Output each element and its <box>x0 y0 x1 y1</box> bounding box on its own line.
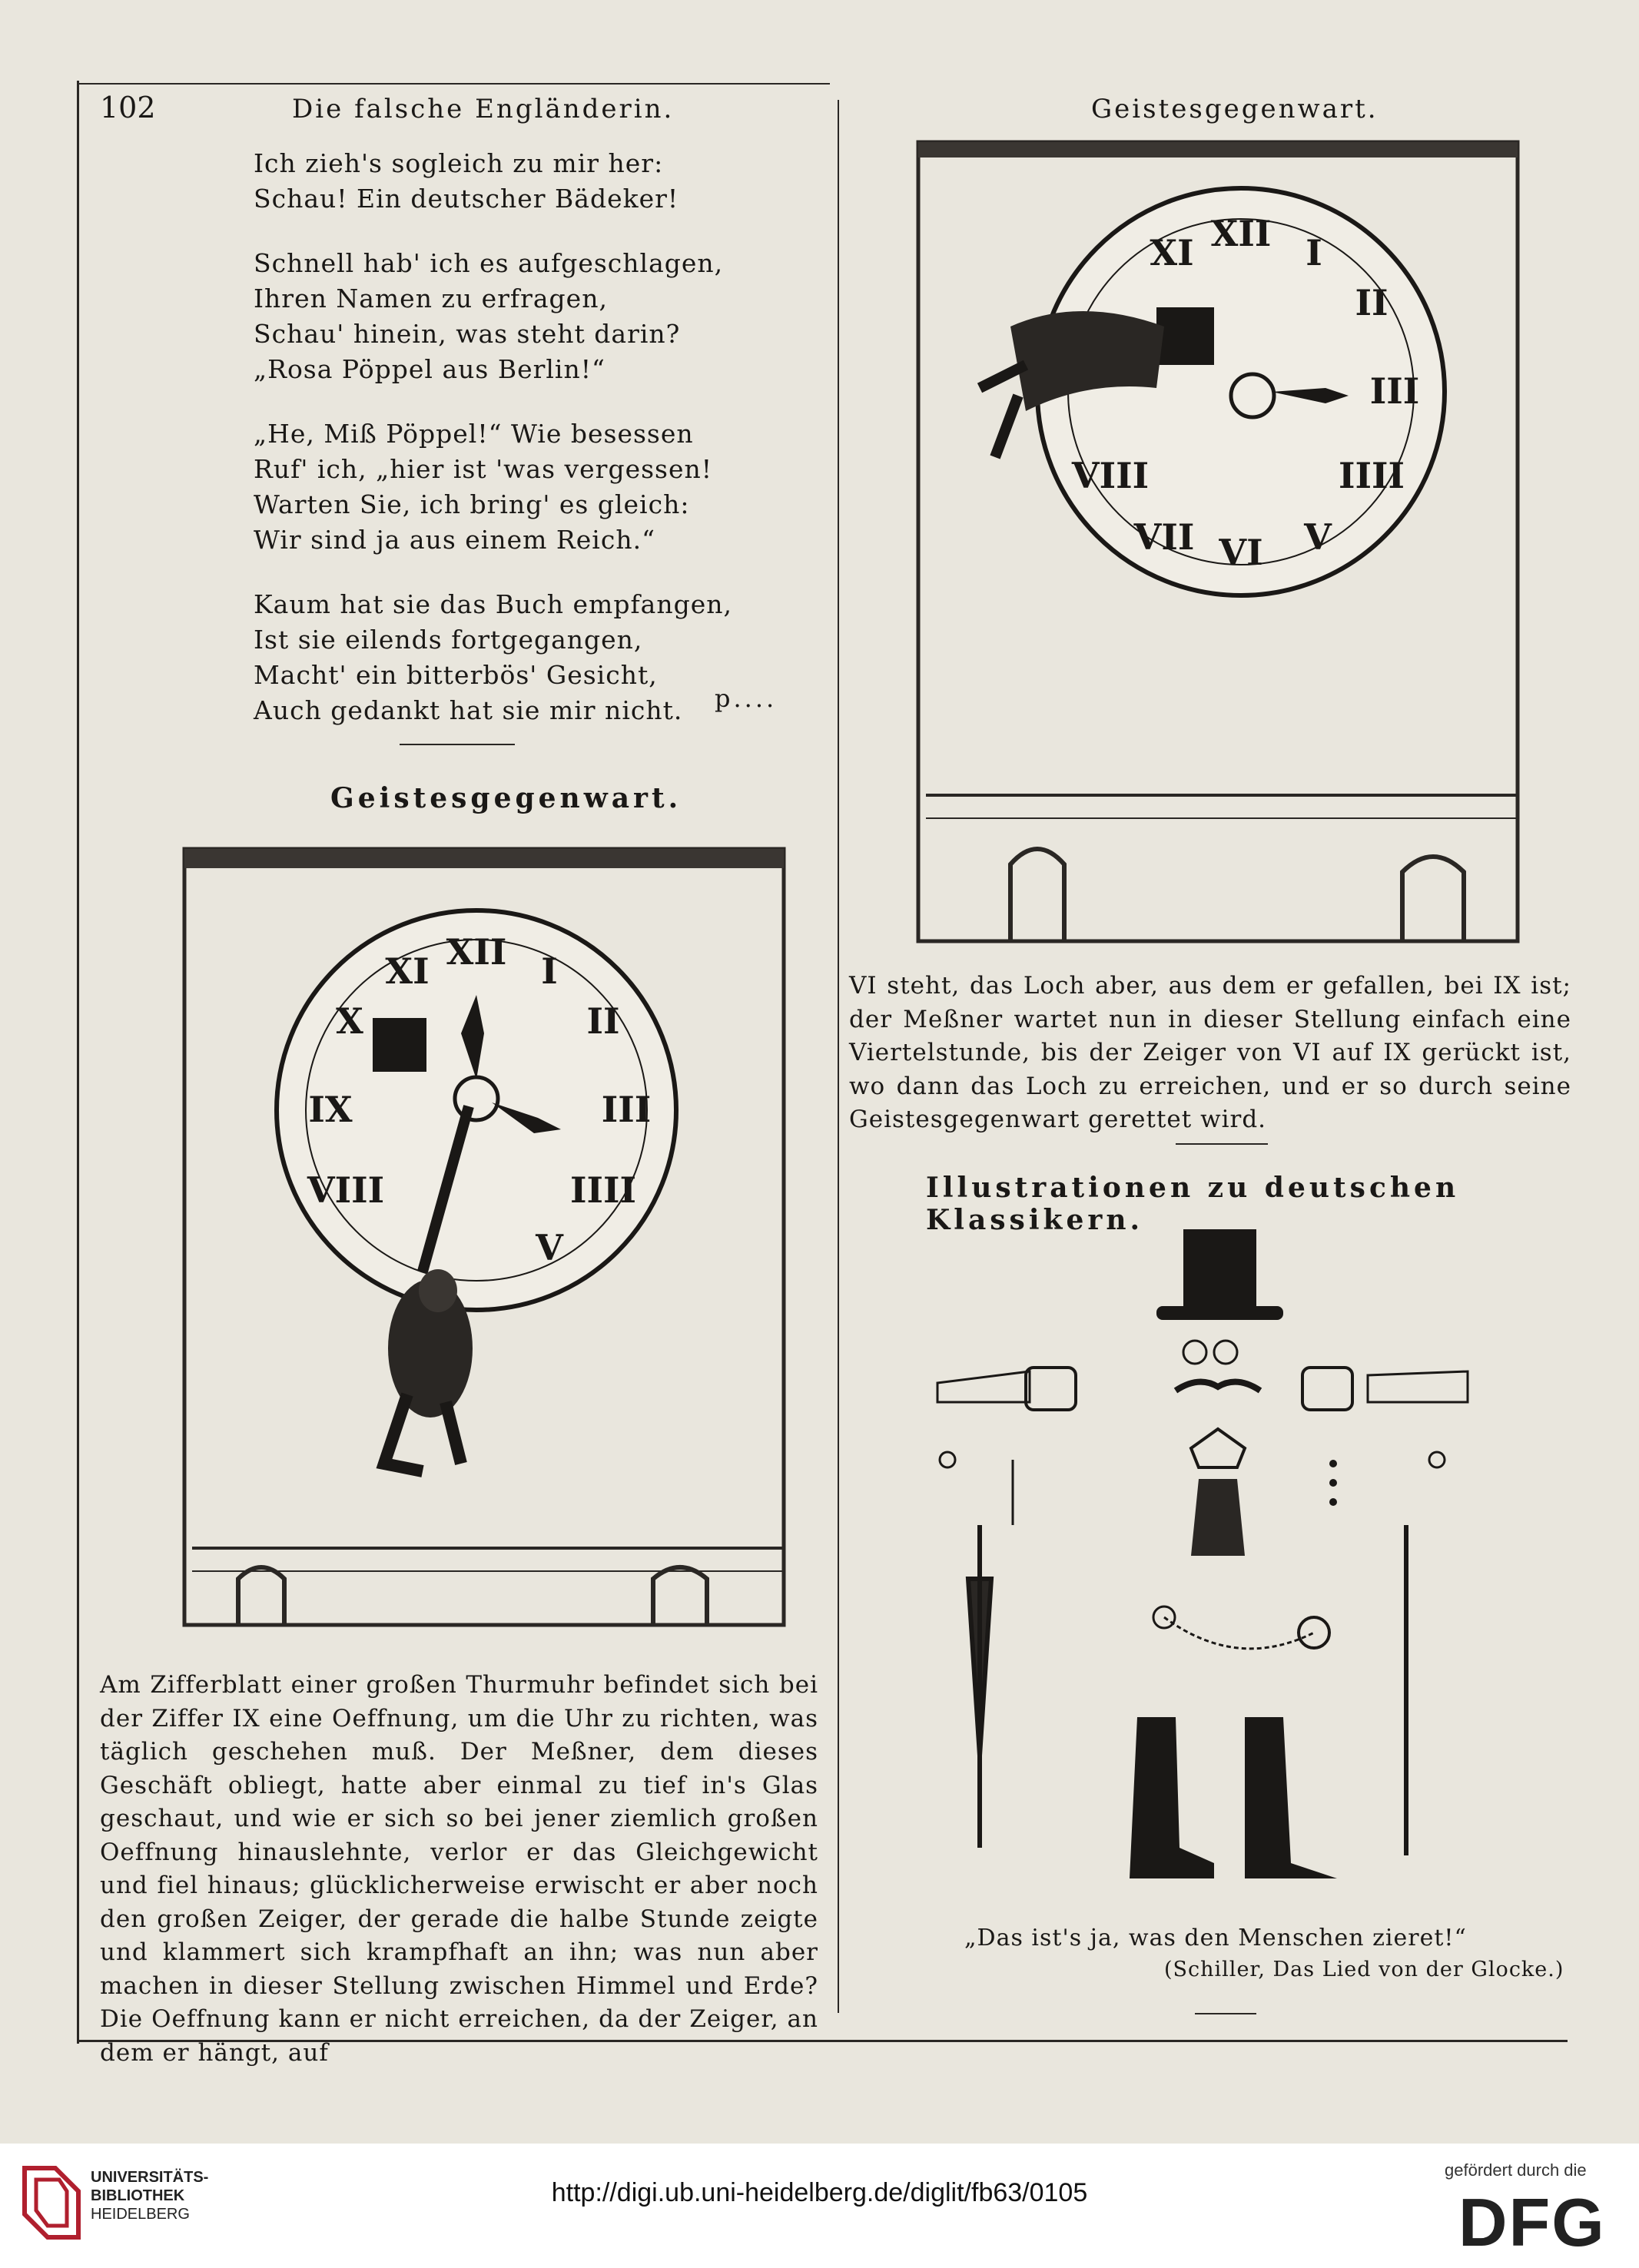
svg-text:X: X <box>336 1000 363 1042</box>
poem-line: „He, Miß Pöppel!“ Wie besessen <box>254 419 694 449</box>
svg-text:II: II <box>1355 282 1389 323</box>
poem-line: Wir sind ja aus einem Reich.“ <box>254 525 655 555</box>
poem-line: Auch gedankt hat sie mir nicht. <box>254 695 683 725</box>
svg-text:VII: VII <box>1133 516 1195 558</box>
library-name-line: BIBLIOTHEK <box>91 2187 185 2204</box>
left-running-head: Die falsche Engländerin. <box>292 94 675 124</box>
page-number: 102 <box>100 91 156 124</box>
svg-text:XII: XII <box>1210 213 1272 254</box>
svg-text:III: III <box>1369 370 1420 412</box>
section-rule <box>1176 1143 1268 1145</box>
svg-text:III: III <box>601 1089 652 1130</box>
svg-text:V: V <box>1304 516 1332 558</box>
top-rule <box>77 83 830 85</box>
svg-text:VI: VI <box>1219 532 1263 573</box>
funding-label: gefördert durch die <box>1445 2160 1587 2180</box>
poem-line: „Rosa Pöppel aus Berlin!“ <box>254 354 606 384</box>
dfg-logo: DFG <box>1458 2184 1606 2260</box>
poem <box>254 146 732 758</box>
poem-line: Ruf' ich, „hier ist 'was vergessen! <box>254 454 713 484</box>
poem-stanza-4 <box>254 587 732 728</box>
right-running-head: Geistesgegenwart. <box>1091 94 1379 124</box>
clock-illustration-hanging <box>177 841 799 1633</box>
library-name-line: HEIDELBERG <box>91 2206 190 2223</box>
costume-illustration <box>876 1218 1552 1986</box>
poem-stanza-1 <box>254 146 732 217</box>
svg-text:IX: IX <box>308 1089 353 1130</box>
library-name-line: UNIVERSITÄTS- <box>91 2169 209 2186</box>
left-prose: Am Zifferblatt einer großen Thurmuhr befindet sich bei der Ziffer IX eine Oeffnung, um die Uhr zu richten, was täglich geschehen muß. Der Meßner, dem dieses Geschäft obliegt, hatte aber einmal zu tief in's Glas geschaut, und wie er sich so bei jener ziemlich großen Oeffnung hinauslehnte, verlor er das Gleichgewicht und fiel hinaus; glücklicherweise erwischt er aber noch den großen Zeiger, der gerade die halbe Stunde zeigte und klammert sich krampfhaft an ihn; was nun aber machen in dieser Stellung zwischen Himmel und Erde? Die Oeffnung kann er nicht erreichen, da der Zeiger, an dem er hängt, auf <box>100 1671 818 2067</box>
right-prose: VI steht, das Loch aber, aus dem er gefallen, bei IX ist; der Meßner wartet nun in dieser Stellung einfach eine Viertelstunde, bis der Zeiger von VI auf IX gerückt ist, wo dann das Loch zu erreichen, und er so durch seine Geistesgegenwart gerettet wird. <box>849 972 1571 1133</box>
svg-text:XI: XI <box>1150 232 1194 274</box>
svg-text:VIII: VIII <box>307 1169 385 1211</box>
column-divider <box>838 100 839 2013</box>
svg-text:XII: XII <box>446 931 507 973</box>
caption-source: (Schiller, Das Lied von der Glocke.) <box>1164 1958 1564 1981</box>
poem-line: Ich zieh's sogleich zu mir her: <box>254 148 664 178</box>
poem-line: Ist sie eilends fortgegangen, <box>254 625 643 655</box>
left-heading: Geistesgegenwart. <box>330 782 682 814</box>
svg-text:IIII: IIII <box>1338 455 1405 496</box>
svg-text:V: V <box>536 1227 563 1268</box>
end-rule <box>1195 2013 1256 2014</box>
clock-illustration-rescued <box>911 134 1525 949</box>
poem-stanza-2 <box>254 246 732 387</box>
section-rule <box>400 744 515 745</box>
poem-line: Schau' hinein, was steht darin? <box>254 319 681 349</box>
svg-text:IIII: IIII <box>569 1169 637 1211</box>
poem-line: Schnell hab' ich es aufgeschlagen, <box>254 248 724 278</box>
svg-text:I: I <box>1306 232 1322 274</box>
poem-line: Kaum hat sie das Buch empfangen, <box>254 589 732 619</box>
source-url-link[interactable]: http://digi.ub.uni-heidelberg.de/diglit/fb63/0105 <box>551 2178 1088 2207</box>
svg-text:XI: XI <box>385 950 430 992</box>
poem-line: Schau! Ein deutscher Bädeker! <box>254 184 679 214</box>
svg-text:II: II <box>586 1000 620 1042</box>
svg-text:VIII: VIII <box>1071 455 1150 496</box>
caption-quote: „Das ist's ja, was den Menschen zieret!“ <box>964 1925 1467 1951</box>
poem-stanza-3 <box>254 416 732 558</box>
svg-text:I: I <box>541 950 558 992</box>
poem-line: Warten Sie, ich bring' es gleich: <box>254 489 690 519</box>
poem-line: Macht' ein bitterbös' Gesicht, <box>254 660 658 690</box>
poem-signature: p.... <box>715 684 778 713</box>
poem-line: Ihren Namen zu erfragen, <box>254 284 608 313</box>
right-heading: Illustrationen zu deutschen Klassikern. <box>926 1172 1460 1236</box>
